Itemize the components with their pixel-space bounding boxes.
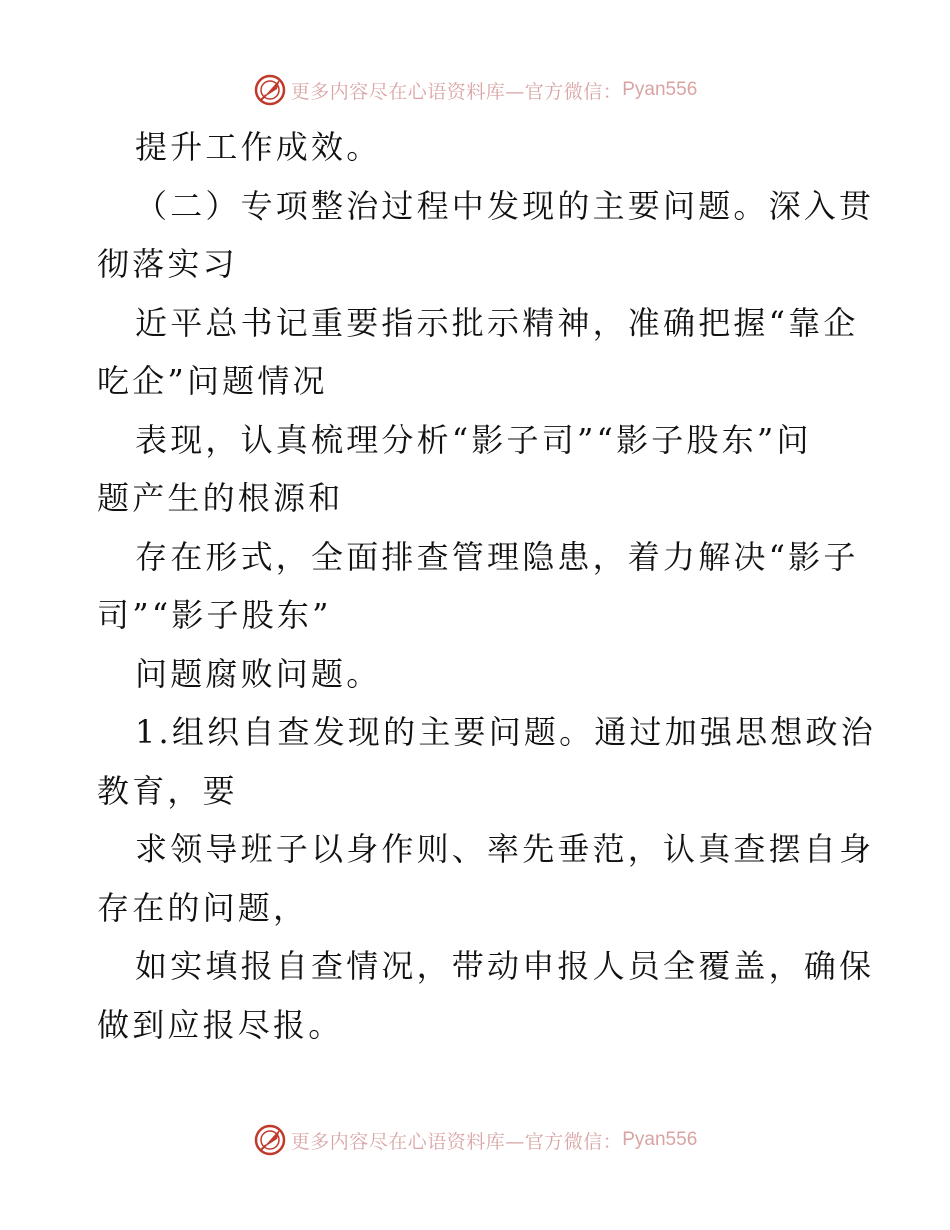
document-body xyxy=(97,118,876,1054)
quill-logo-icon xyxy=(253,1123,287,1157)
text-line: 1.组织自查发现的主要问题。通过加强思想政治 xyxy=(135,713,876,751)
text-line: 近平总书记重要指示批示精神，准确把握“靠企 xyxy=(135,303,859,342)
text-line: 如实填报自查情况，带动申报人员全覆盖，确保 xyxy=(135,947,875,985)
header-watermark xyxy=(0,70,950,110)
text-line: 彻落实习 xyxy=(97,245,238,283)
watermark-group xyxy=(253,1120,698,1160)
text-line: 问题腐败问题。 xyxy=(135,654,382,693)
text-line: 司”“影子股东” xyxy=(97,596,332,634)
text-line: 提升工作成效。 xyxy=(135,128,382,166)
text-line: 存在形式，全面排查管理隐患，着力解决“影子 xyxy=(135,537,859,576)
watermark-group xyxy=(253,70,698,110)
text-line: 教育，要 xyxy=(97,771,238,810)
text-line: 吃企”问题情况 xyxy=(97,362,328,400)
watermark-wechat-id: Pyan556 xyxy=(622,79,698,100)
text-line: 求领导班子以身作则、率先垂范，认真查摆自身 xyxy=(135,830,875,868)
watermark-wechat-id: Pyan556 xyxy=(622,1129,698,1150)
watermark-text: 更多内容尽在心语资料库—官方微信： xyxy=(290,80,623,103)
text-line: 表现，认真梳理分析“影子司”“影子股东”问 xyxy=(135,420,812,459)
quill-logo-icon xyxy=(253,73,287,107)
footer-watermark xyxy=(0,1120,950,1160)
text-line: 题产生的根源和 xyxy=(97,479,344,517)
text-line: 存在的问题， xyxy=(97,888,309,927)
text-line: 做到应报尽报。 xyxy=(97,1005,344,1044)
text-line: （二）专项整治过程中发现的主要问题。深入贯 xyxy=(135,186,875,225)
watermark-text: 更多内容尽在心语资料库—官方微信： xyxy=(290,1130,623,1153)
